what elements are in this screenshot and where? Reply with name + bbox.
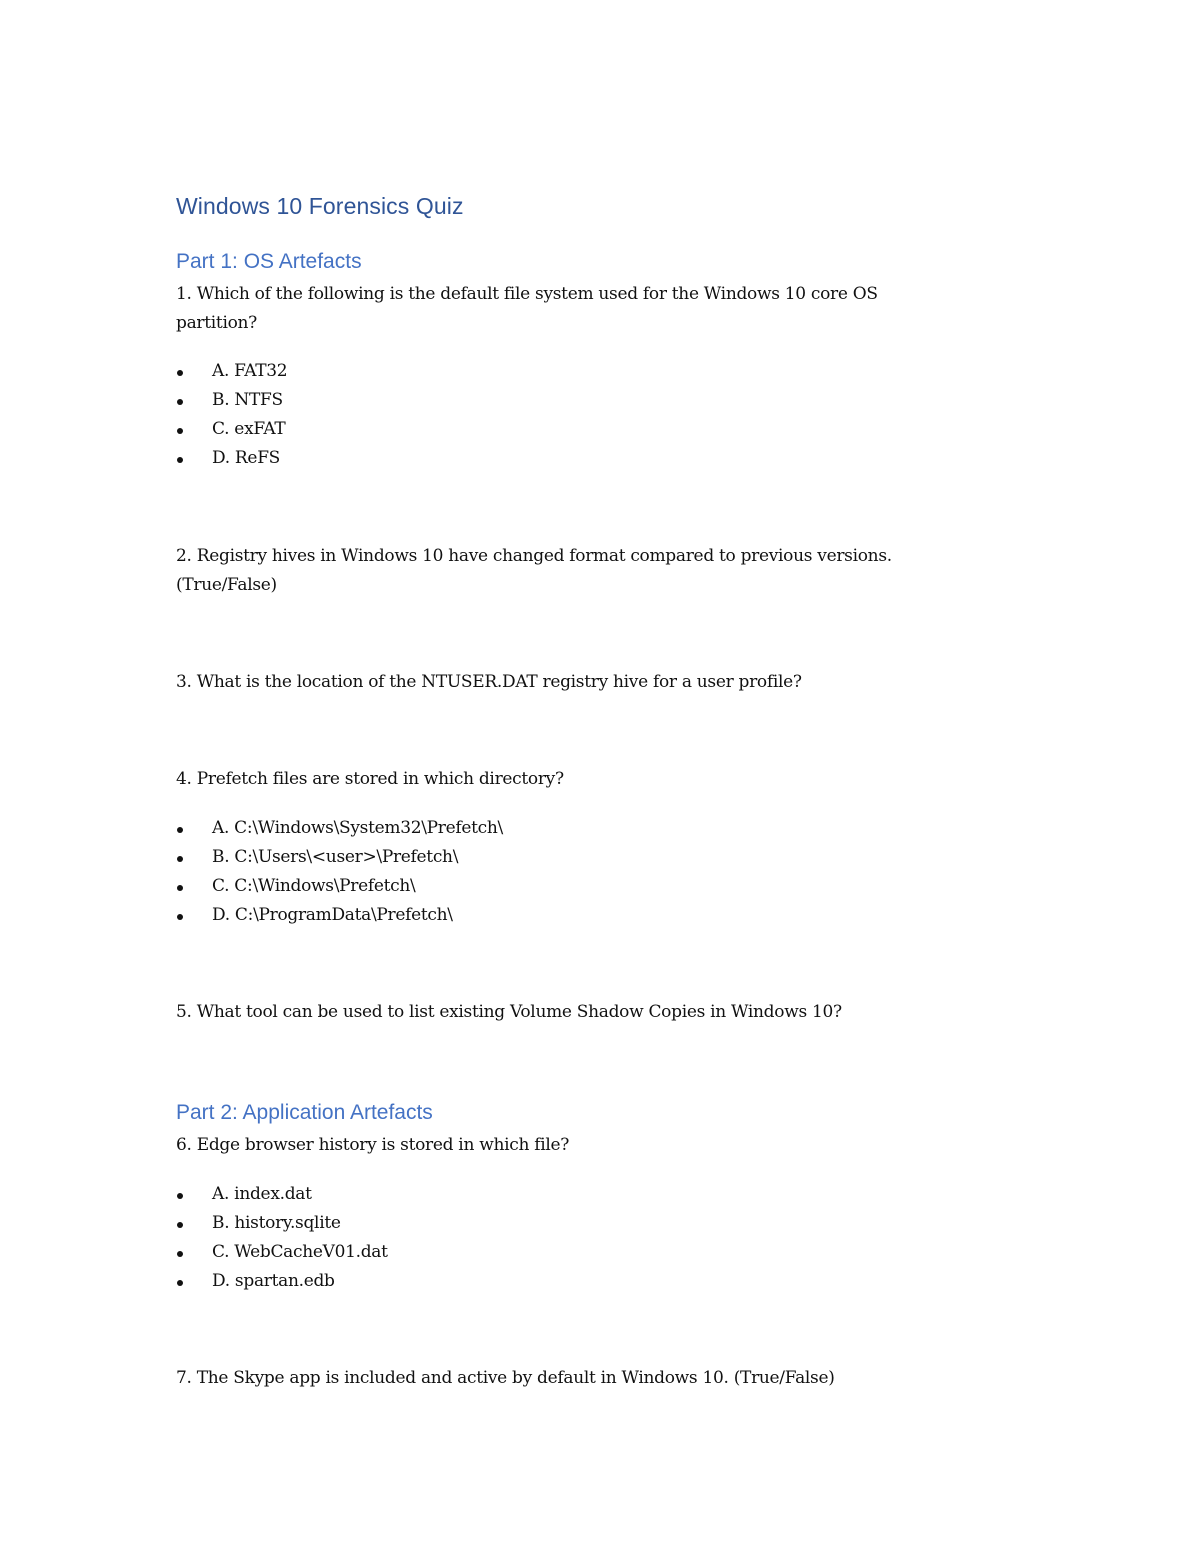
bullet-icon [177, 1280, 183, 1286]
option-c: C. WebCacheV01.dat [212, 1242, 388, 1262]
question-7: 7. The Skype app is included and active by default in Windows 10. (True/False) [176, 1368, 835, 1388]
option-b: B. history.sqlite [212, 1213, 341, 1233]
bullet-icon [177, 914, 183, 920]
question-2-line-1: 2. Registry hives in Windows 10 have changed format compared to previous versions. [176, 546, 892, 566]
question-6: 6. Edge browser history is stored in which file? [176, 1135, 570, 1155]
option-d: D. ReFS [212, 448, 281, 468]
bullet-icon [177, 1222, 183, 1228]
bullet-icon [177, 827, 183, 833]
option-d: D. spartan.edb [212, 1271, 335, 1291]
part-1-heading: Part 1: OS Artefacts [176, 250, 362, 273]
option-c: C. C:\Windows\Prefetch\ [212, 876, 416, 896]
question-2-line-2: (True/False) [176, 575, 277, 595]
bullet-icon [177, 457, 183, 463]
option-a: A. FAT32 [212, 361, 288, 381]
document-title: Windows 10 Forensics Quiz [176, 193, 464, 219]
option-a: A. index.dat [212, 1184, 312, 1204]
bullet-icon [177, 428, 183, 434]
question-4: 4. Prefetch files are stored in which directory? [176, 769, 564, 789]
option-c: C. exFAT [212, 419, 286, 439]
option-a: A. C:\Windows\System32\Prefetch\ [212, 818, 503, 838]
bullet-icon [177, 885, 183, 891]
question-5: 5. What tool can be used to list existing Volume Shadow Copies in Windows 10? [176, 1002, 842, 1022]
bullet-icon [177, 370, 183, 376]
bullet-icon [177, 856, 183, 862]
bullet-icon [177, 1251, 183, 1257]
question-1-line-1: 1. Which of the following is the default file system used for the Windows 10 core OS [176, 284, 878, 304]
option-d: D. C:\ProgramData\Prefetch\ [212, 905, 453, 925]
option-b: B. NTFS [212, 390, 283, 410]
question-3: 3. What is the location of the NTUSER.DAT registry hive for a user profile? [176, 672, 802, 692]
question-1-line-2: partition? [176, 313, 257, 333]
bullet-icon [177, 399, 183, 405]
part-2-heading: Part 2: Application Artefacts [176, 1101, 433, 1124]
bullet-icon [177, 1193, 183, 1199]
option-b: B. C:\Users\<user>\Prefetch\ [212, 847, 459, 867]
